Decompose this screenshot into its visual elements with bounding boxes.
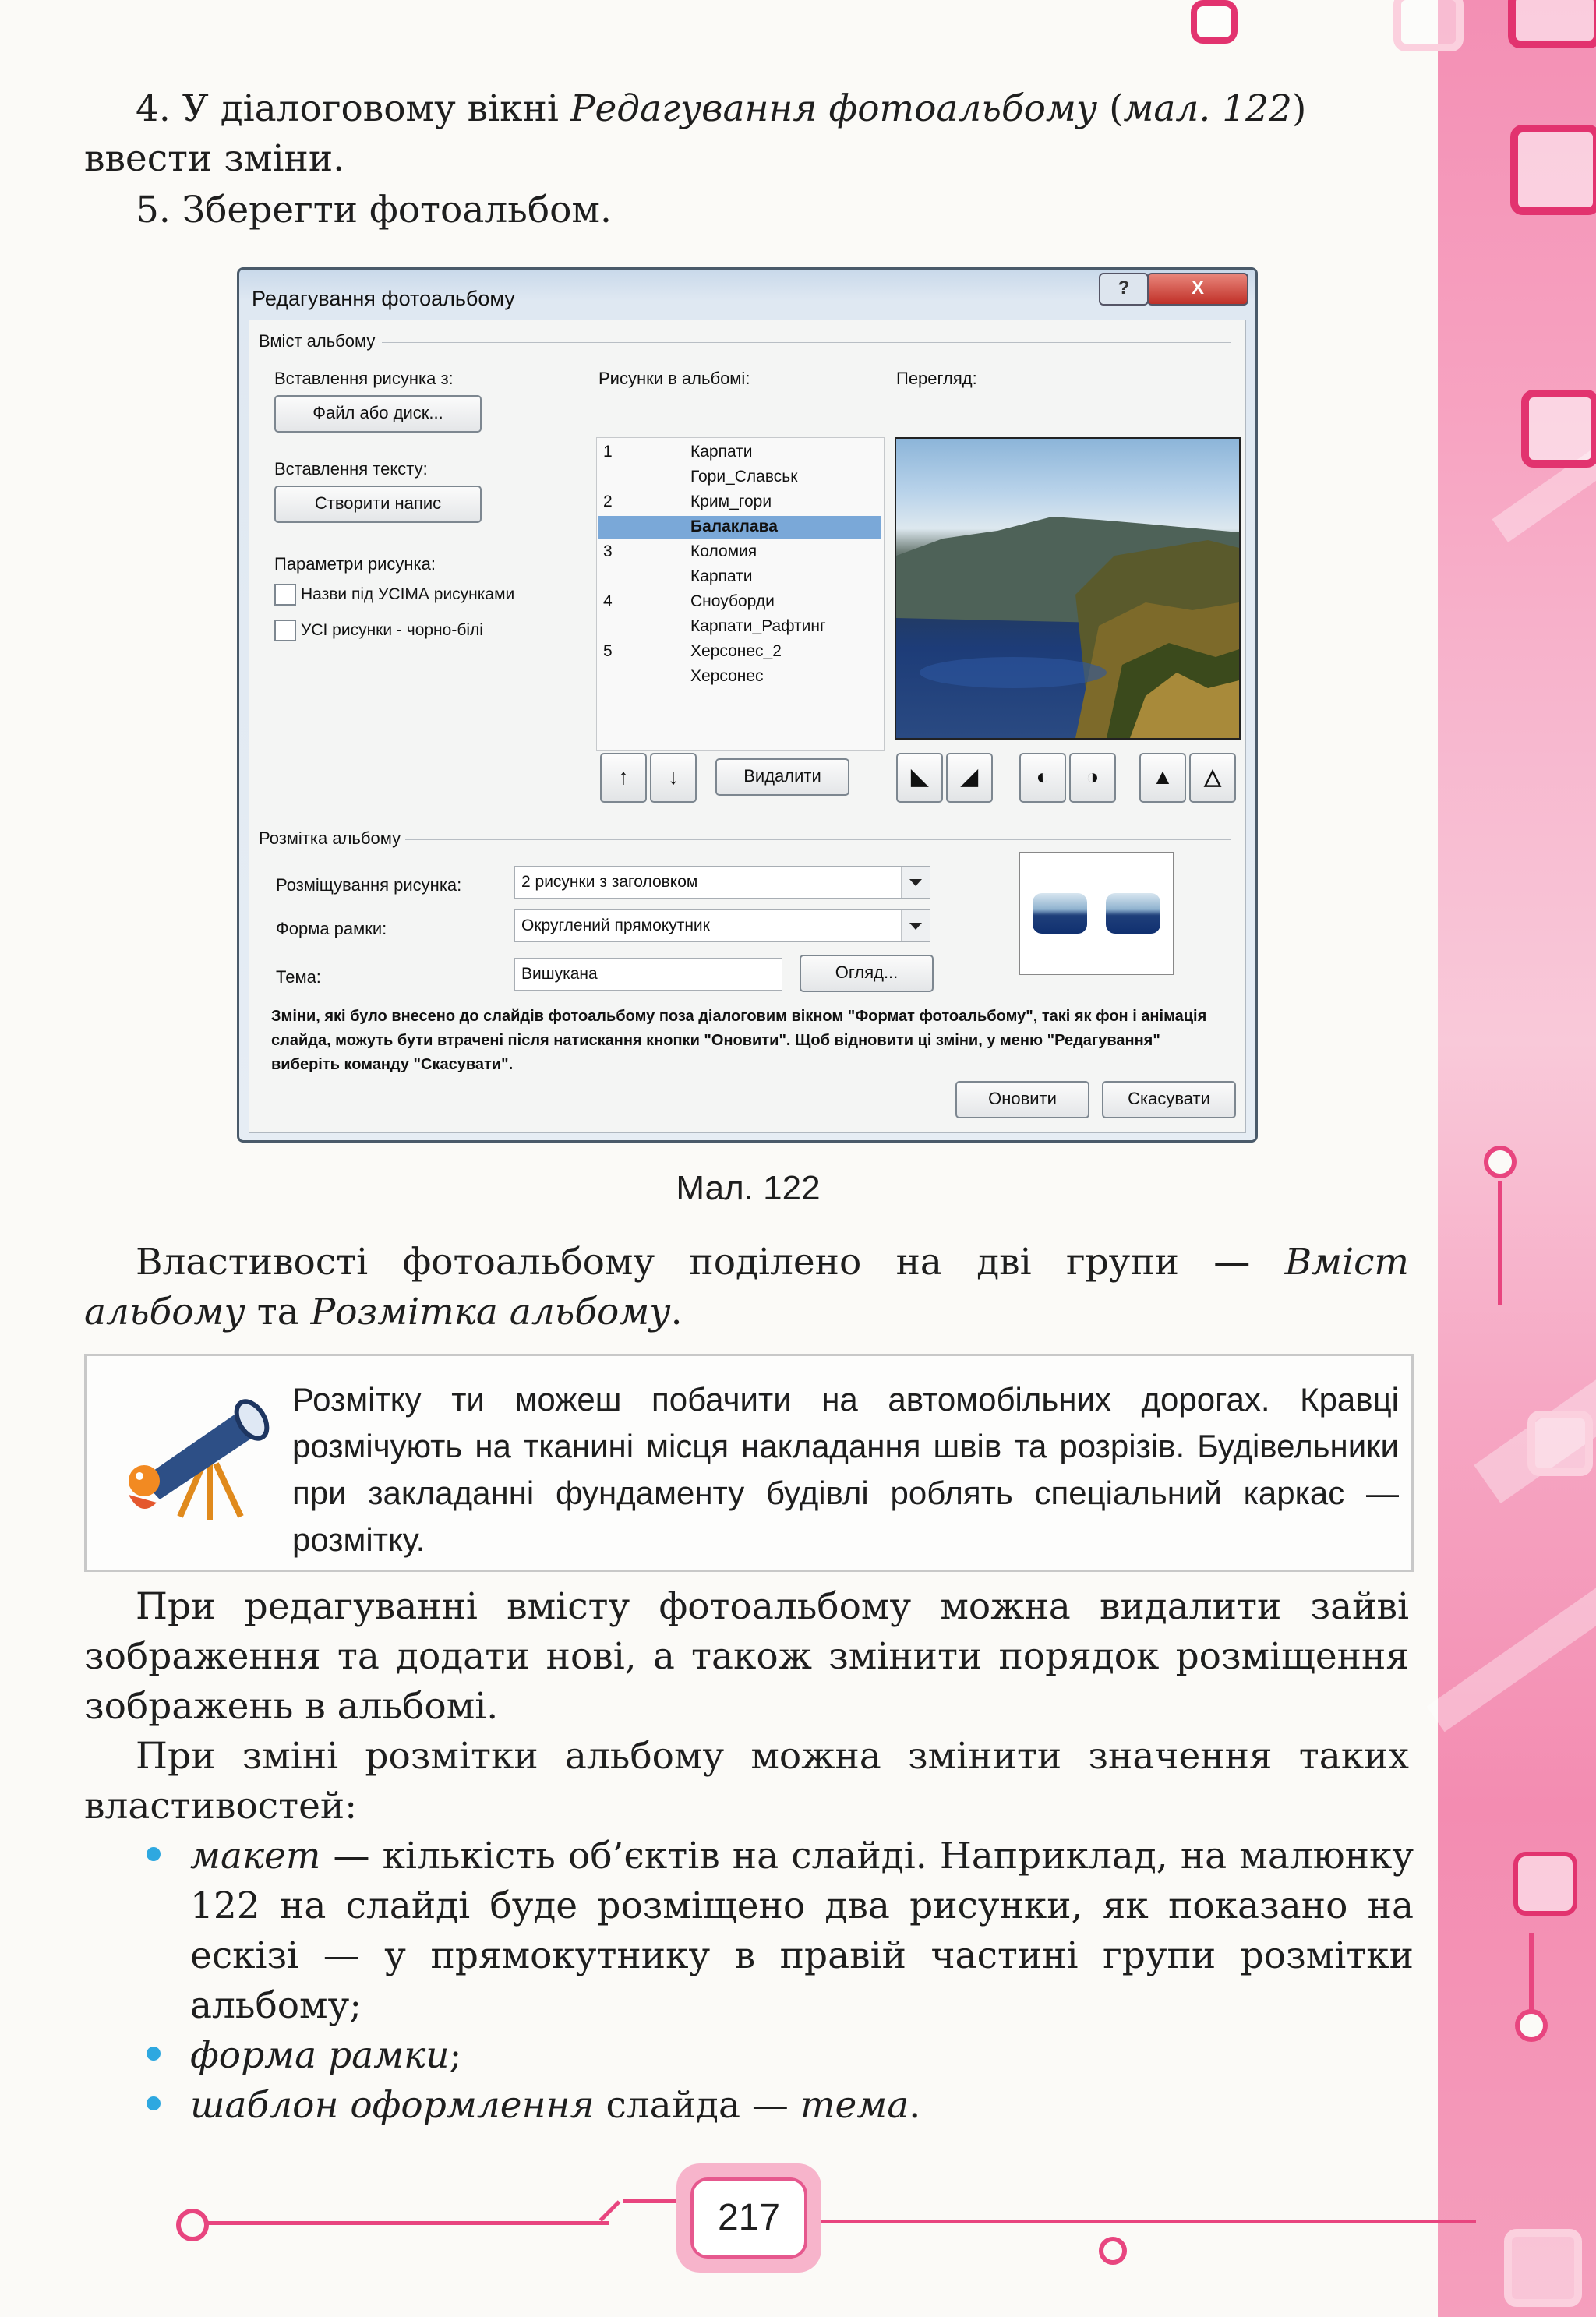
list-item[interactable]: Херсонес_2 (690, 642, 782, 660)
layout-thumbnail (1033, 893, 1087, 934)
decorative-node (1515, 2009, 1548, 2042)
bullet-item-layout: макет — кількість об’єктів на слайді. Наприклад, на малюнку 122 на слайді буде розміщено два рисунки, як показано на ескізі — у прямокутнику в правій частині групи розмітки альбому; (190, 1831, 1414, 2031)
theme-label: Тема: (276, 967, 321, 987)
decorative-node (1099, 2237, 1127, 2265)
pictures-list[interactable] (596, 437, 885, 751)
contrast-down-icon[interactable]: ◑ (1069, 753, 1116, 803)
decorative-square (1508, 0, 1596, 48)
layout-sketch (1019, 852, 1174, 975)
captions-checkbox[interactable] (274, 584, 296, 606)
picture-params-label: Параметри рисунка: (274, 554, 436, 574)
decorative-line (1529, 1933, 1534, 2011)
frame-shape-select[interactable] (514, 909, 930, 942)
decorative-line (623, 2199, 678, 2203)
step-5-text: 5. Зберегти фотоальбом. (136, 189, 612, 231)
theme-input[interactable] (514, 958, 782, 991)
decorative-square (1393, 0, 1464, 51)
insert-picture-label: Вставлення рисунка з: (274, 369, 454, 388)
picture-layout-select[interactable] (514, 866, 930, 899)
contrast-up-icon[interactable]: ◐ (1019, 753, 1066, 803)
captions-checkbox-label: Назви під УСІМА рисунками (301, 585, 515, 603)
help-button[interactable]: ? (1099, 273, 1149, 306)
layout-thumbnail (1106, 893, 1160, 934)
chevron-down-icon[interactable] (901, 910, 930, 941)
list-item[interactable]: Карпати_Рафтинг (690, 617, 826, 635)
dialog-warning-note: Зміни, які було внесено до слайдів фотоальбому поза діалоговим вікном "Формат фотоальбому", такі як фон і анімація слайда, можуть бути втрачені після натискання кнопки "Оновити". Щоб відновити ці зміни, у меню "Редагування" виберіть команду "Скасувати". (271, 1008, 1207, 1073)
picture-layout-label: Розміщування рисунка: (276, 875, 462, 895)
decorative-node (176, 2209, 209, 2241)
paragraph-editing: При редагуванні вмісту фотоальбому можна видалити зайві зображення та додати нові, а також змінити порядок розміщення зображень в альбомі. (84, 1585, 1409, 1728)
close-button[interactable]: X (1147, 273, 1248, 306)
theme-value: Вишукана (521, 965, 598, 983)
list-item-number: 2 (603, 493, 613, 510)
create-caption-button[interactable]: Створити напис (274, 486, 482, 523)
decorative-line (821, 2220, 1476, 2223)
list-item-number: 5 (603, 642, 613, 660)
step-4-text: 4. У діалоговому вікні Редагування фотоальбому (мал. 122) (136, 87, 1307, 130)
decorative-line (204, 2221, 609, 2225)
delete-button[interactable]: Видалити (715, 758, 849, 796)
move-down-button[interactable]: ↓ (650, 753, 697, 803)
dialog-body (249, 320, 1246, 1133)
frame-shape-value: Округлений прямокутник (521, 917, 710, 934)
cancel-button[interactable]: Скасувати (1102, 1081, 1236, 1118)
list-item[interactable]: Коломия (690, 542, 757, 560)
list-item-number: 3 (603, 542, 613, 560)
browse-button[interactable]: Огляд... (800, 955, 934, 992)
preview-image (895, 437, 1241, 740)
rotate-right-icon[interactable]: ◢ (946, 753, 993, 803)
bullet-dot (147, 2047, 161, 2061)
list-item[interactable]: Крим_гори (690, 493, 772, 510)
section-layout-title: Розмітка альбому (259, 828, 401, 848)
telescope-icon (110, 1378, 281, 1526)
list-item[interactable]: Карпати (690, 567, 753, 585)
figure-caption: Мал. 122 (676, 1169, 821, 1207)
decorative-square (1527, 1411, 1593, 1476)
brightness-up-icon[interactable]: ▲ (1139, 753, 1186, 803)
step-4-continuation: ввести зміни. (84, 137, 345, 180)
dialog-title: Редагування фотоальбому (252, 287, 515, 310)
update-button[interactable]: Оновити (955, 1081, 1089, 1118)
list-item[interactable]: Гори_Славськ (690, 468, 798, 486)
decorative-square (1504, 2229, 1582, 2307)
decorative-line (1498, 1181, 1502, 1305)
file-or-disk-button[interactable]: Файл або диск... (274, 395, 482, 433)
section-content-title: Вміст альбому (259, 331, 376, 351)
page-number: 217 (690, 2177, 807, 2259)
decorative-square (1521, 390, 1596, 468)
bullet-item-frame: форма рамки; (190, 2031, 1414, 2081)
rotate-left-icon[interactable]: ◣ (896, 753, 943, 803)
insert-text-label: Вставлення тексту: (274, 459, 428, 479)
list-item-number: 4 (603, 592, 613, 610)
decorative-line (599, 2200, 621, 2222)
chevron-down-icon[interactable] (901, 867, 930, 898)
pictures-in-album-label: Рисунки в альбомі: (598, 369, 750, 388)
divider (405, 839, 1231, 840)
page-number-frame (676, 2163, 821, 2273)
paragraph-layout-properties: При зміні розмітки альбому можна змінити значення таких властивостей: (84, 1735, 1409, 1828)
black-white-checkbox[interactable] (274, 620, 296, 641)
photo-album-dialog (237, 267, 1258, 1143)
preview-label: Перегляд: (896, 369, 977, 388)
bullet-dot (147, 2096, 161, 2110)
brightness-down-icon[interactable]: △ (1189, 753, 1236, 803)
divider (382, 342, 1231, 343)
decorative-square (1510, 125, 1596, 215)
picture-layout-value: 2 рисунки з заголовком (521, 873, 698, 891)
bullet-dot (147, 1847, 161, 1861)
paragraph-groups: Властивості фотоальбому поділено на дві групи — Вміст альбому та Розмітка альбому. (84, 1241, 1409, 1333)
move-up-button[interactable]: ↑ (600, 753, 647, 803)
list-item[interactable]: Херсонес (690, 667, 764, 685)
info-box (84, 1354, 1414, 1572)
info-box-text: Розмітку ти можеш побачити на автомобільних дорогах. Кравці розмічують на тканині місця накладання швів та розрізів. Будівельники при закладанні фундаменту будівлі роблять спеціальний каркас — розмітку. (292, 1381, 1399, 1558)
bullet-item-theme: шаблон оформлення слайда — тема. (190, 2081, 1414, 2131)
list-item[interactable]: Балаклава (690, 517, 778, 535)
list-item-number: 1 (603, 443, 613, 461)
decorative-square (1191, 0, 1238, 44)
coastal-landscape-image (896, 439, 1239, 738)
list-item[interactable]: Сноуборди (690, 592, 775, 610)
decorative-side-band (1438, 0, 1596, 2317)
list-item[interactable]: Карпати (690, 443, 753, 461)
black-white-checkbox-label: УСІ рисунки - чорно-білі (301, 621, 483, 639)
decorative-square (1513, 1852, 1577, 1916)
frame-shape-label: Форма рамки: (276, 919, 387, 938)
